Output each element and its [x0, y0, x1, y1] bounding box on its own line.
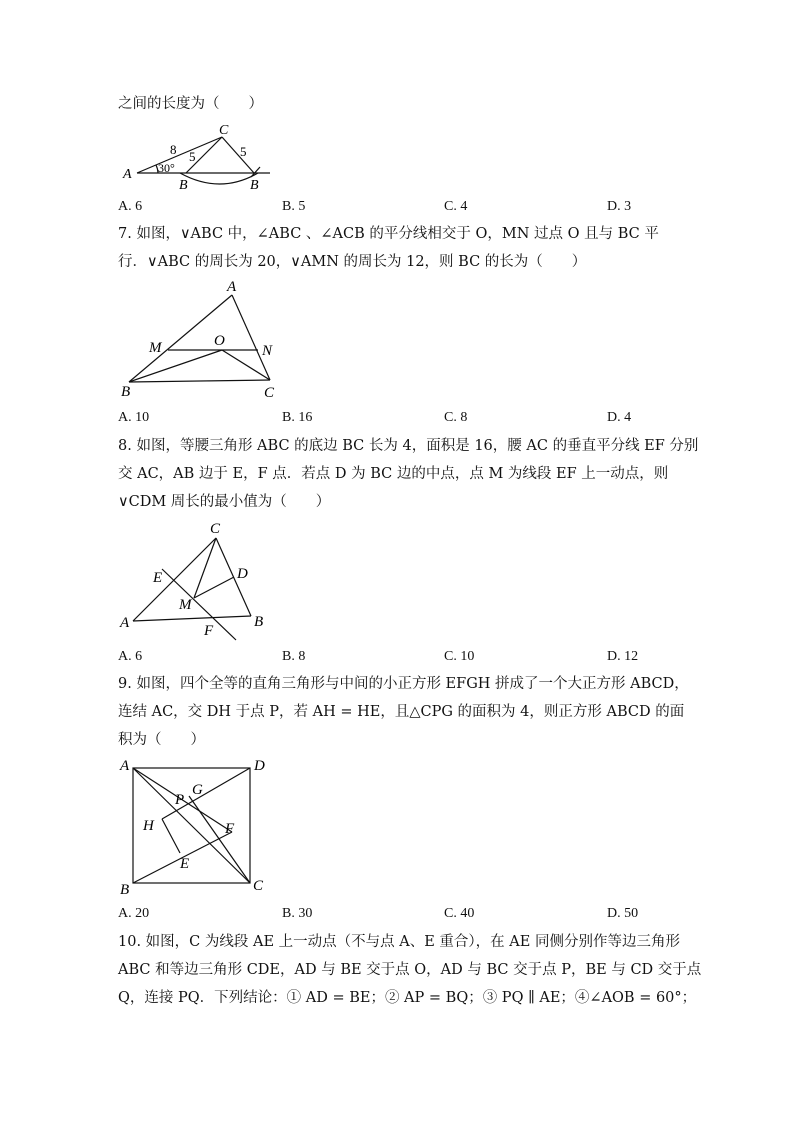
- q6-option-b: B. 5: [282, 199, 306, 214]
- q9-option-d: D. 50: [607, 906, 639, 921]
- q9-label-h: H: [143, 818, 154, 834]
- q8-label-b: B: [254, 614, 264, 630]
- q8-label-d: D: [237, 566, 248, 582]
- q7-option-b: B. 16: [282, 410, 313, 425]
- q8-option-d: D. 12: [607, 649, 639, 664]
- q10-line-2: ABC 和等边三角形 CDE，AD 与 BE 交于点 O，AD 与 BC 交于点 P，BE 与 CD 交于点: [118, 962, 702, 978]
- q6-length-ac: 8: [170, 142, 177, 157]
- q9-label-c: C: [253, 878, 264, 894]
- q10-line-1: 10. 如图，C 为线段 AE 上一动点（不与点 A、E 重合），在 AE 同侧分别作等边三角形: [118, 934, 680, 950]
- q9-line-1: 9. 如图，四个全等的直角三角形与中间的小正方形 EFGH 拼成了一个大正方形 ABCD，: [118, 676, 689, 692]
- q7-option-c: C. 8: [444, 410, 468, 425]
- q7-line-1: 7. 如图，∨ABC 中，∠ABC 、∠ACB 的平分线相交于 O，MN 过点 O 且与 BC 平: [118, 226, 659, 242]
- q7-line-2: 行．∨ABC 的周长为 20，∨AMN 的周长为 12，则 BC 的长为（ ）: [118, 254, 587, 270]
- q7-label-m: M: [149, 340, 162, 356]
- q9-label-b: B: [120, 882, 130, 898]
- q6-angle-label: 30°: [158, 161, 175, 175]
- q9-label-f: F: [225, 821, 235, 837]
- q6-label-b2: B: [250, 178, 259, 193]
- q6-label-a: A: [123, 167, 132, 182]
- q8-label-c: C: [210, 521, 221, 537]
- q7-label-a: A: [227, 279, 237, 295]
- q7-label-o: O: [214, 333, 225, 349]
- q9-label-d: D: [254, 758, 265, 774]
- q8-line-3: ∨CDM 周长的最小值为（ ）: [118, 494, 331, 510]
- q8-label-f: F: [204, 623, 214, 639]
- q8-line-2: 交 AC，AB 边于 E，F 点．若点 D 为 BC 边的中点，点 M 为线段 EF 上一动点，则: [118, 466, 669, 482]
- q9-label-p: P: [175, 792, 185, 808]
- q6-length-cb1: 5: [189, 149, 196, 164]
- q9-option-c: C. 40: [444, 906, 475, 921]
- q8-label-a: A: [120, 615, 130, 631]
- q9-option-a: A. 20: [118, 906, 150, 921]
- q6-length-cb2: 5: [240, 144, 247, 159]
- q6-option-a: A. 6: [118, 199, 143, 214]
- q8-label-e: E: [153, 570, 163, 586]
- q7-label-n: N: [262, 343, 273, 359]
- q8-option-a: A. 6: [118, 649, 143, 664]
- q6-label-c: C: [219, 123, 229, 138]
- q9-line-3: 积为（ ）: [118, 732, 205, 748]
- q9-label-e: E: [180, 856, 190, 872]
- q6-option-d: D. 3: [607, 199, 632, 214]
- q7-label-c: C: [264, 385, 275, 401]
- q10-line-3: Q，连接 PQ．下列结论：① AD = BE；② AP = BQ；③ PQ ∥ AE；④∠AOB = 60°；: [118, 990, 697, 1006]
- q7-option-a: A. 10: [118, 410, 150, 425]
- q9-option-b: B. 30: [282, 906, 313, 921]
- q7-option-d: D. 4: [607, 410, 632, 425]
- q7-label-b: B: [121, 384, 131, 400]
- q9-label-a: A: [120, 758, 130, 774]
- q9-line-2: 连结 AC，交 DH 于点 P，若 AH = HE，且△CPG 的面积为 4，则正方形 ABCD 的面: [118, 704, 685, 720]
- q8-label-m: M: [179, 597, 192, 613]
- q6-option-c: C. 4: [444, 199, 468, 214]
- q9-label-g: G: [192, 782, 203, 798]
- q8-option-b: B. 8: [282, 649, 306, 664]
- q8-option-c: C. 10: [444, 649, 475, 664]
- q6-label-b1: B: [179, 178, 188, 193]
- q8-line-1: 8. 如图，等腰三角形 ABC 的底边 BC 长为 4，面积是 16，腰 AC 的垂直平分线 EF 分别: [118, 438, 699, 454]
- q6-text: 之间的长度为（ ）: [118, 96, 263, 112]
